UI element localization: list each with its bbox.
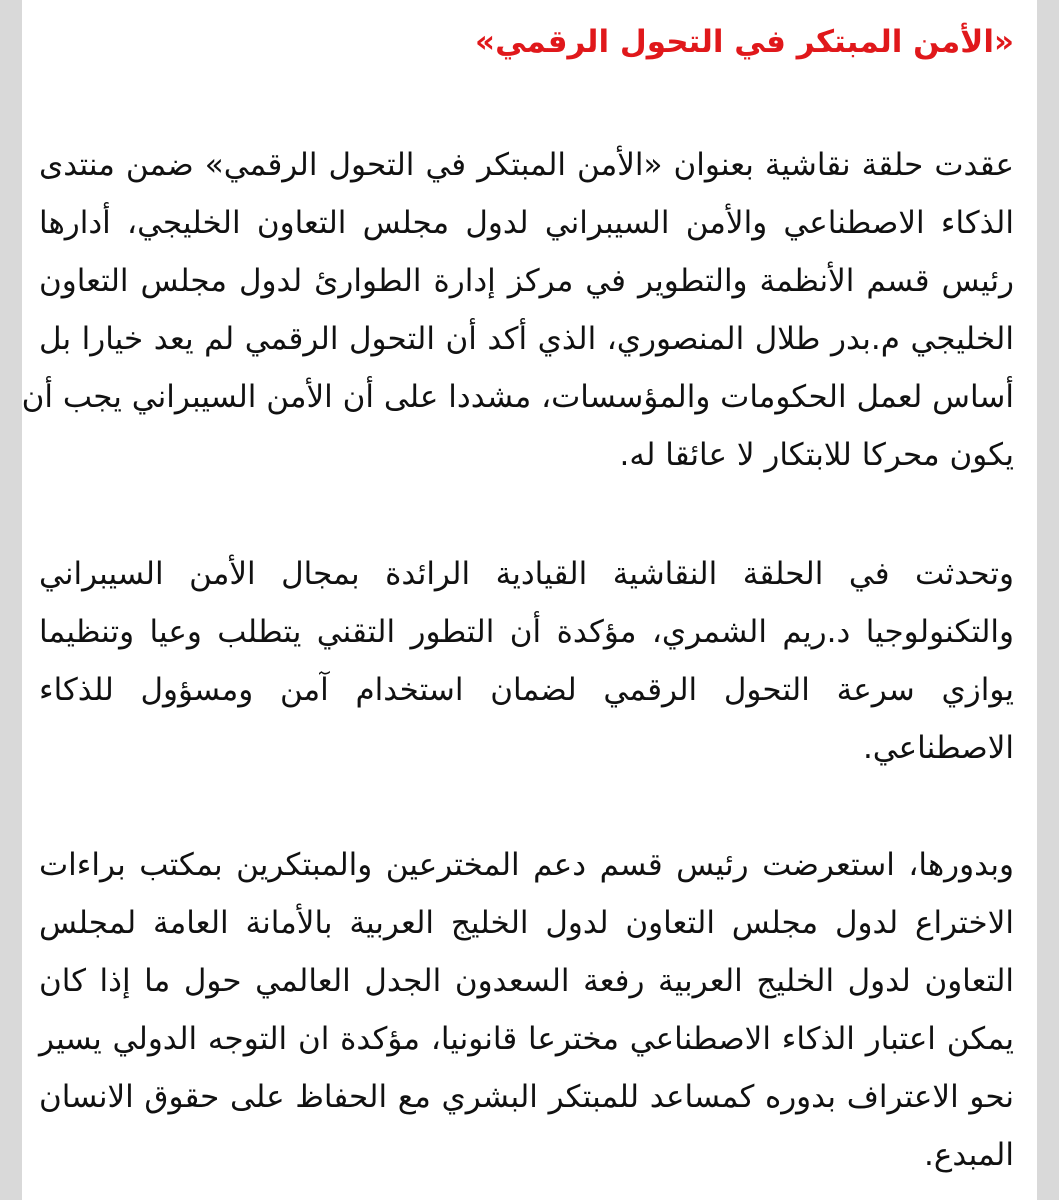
- paragraph-3: [39, 836, 1014, 1184]
- paragraph-line: وبدورها، استعرضت رئيس قسم دعم المخترعين والمبتكرين بمكتب براءات: [39, 847, 1014, 883]
- paragraph-line: الاختراع لدول مجلس التعاون لدول الخليج العربية بالأمانة العامة لمجلس: [39, 905, 1014, 941]
- paragraph-1: [21, 136, 1014, 484]
- paragraph-line: رئيس قسم الأنظمة والتطوير في مركز إدارة الطوارئ لدول مجلس التعاون: [39, 263, 1014, 299]
- paragraph-line: والتكنولوجيا د.ريم الشمري، مؤكدة أن التطور التقني يتطلب وعيا وتنظيما: [39, 614, 1014, 650]
- paragraph-line: عقدت حلقة نقاشية بعنوان «الأمن المبتكر في التحول الرقمي» ضمن منتدى: [39, 147, 1014, 183]
- paragraph-line: يوازي سرعة التحول الرقمي لضمان استخدام آمن ومسؤول للذكاء: [39, 672, 1014, 708]
- paragraph-line: وتحدثت في الحلقة النقاشية القيادية الرائدة بمجال الأمن السيبراني: [39, 556, 1014, 592]
- paragraph-line: الخليجي م.بدر طلال المنصوري، الذي أكد أن التحول الرقمي لم يعد خيارا بل: [39, 321, 1014, 357]
- paragraph-line: المبدع.: [924, 1137, 1014, 1173]
- paragraph-line: يكون محركا للابتكار لا عائقا له.: [619, 437, 1014, 473]
- paragraph-line: نحو الاعتراف بدوره كمساعد للمبتكر البشري مع الحفاظ على حقوق الانسان: [39, 1079, 1014, 1115]
- paragraph-line: يمكن اعتبار الذكاء الاصطناعي مخترعا قانونيا، مؤكدة ان التوجه الدولي يسير: [39, 1021, 1014, 1057]
- paragraph-line: أساس لعمل الحكومات والمؤسسات، مشددا على أن الأمن السيبراني يجب أن: [21, 379, 1014, 415]
- article-title: «الأمن المبتكر في التحول الرقمي»: [475, 24, 1014, 60]
- paragraph-line: التعاون لدول الخليج العربية رفعة السعدون الجدل العالمي حول ما إذا كان: [39, 963, 1014, 999]
- paragraph-2: [39, 545, 1014, 777]
- paragraph-line: الذكاء الاصطناعي والأمن السيبراني لدول مجلس التعاون الخليجي، أدارها: [39, 205, 1014, 241]
- left-page-margin: [0, 0, 22, 1200]
- paragraph-line: الاصطناعي.: [862, 730, 1014, 766]
- article-content: [22, 0, 1037, 1200]
- right-page-margin: [1037, 0, 1059, 1200]
